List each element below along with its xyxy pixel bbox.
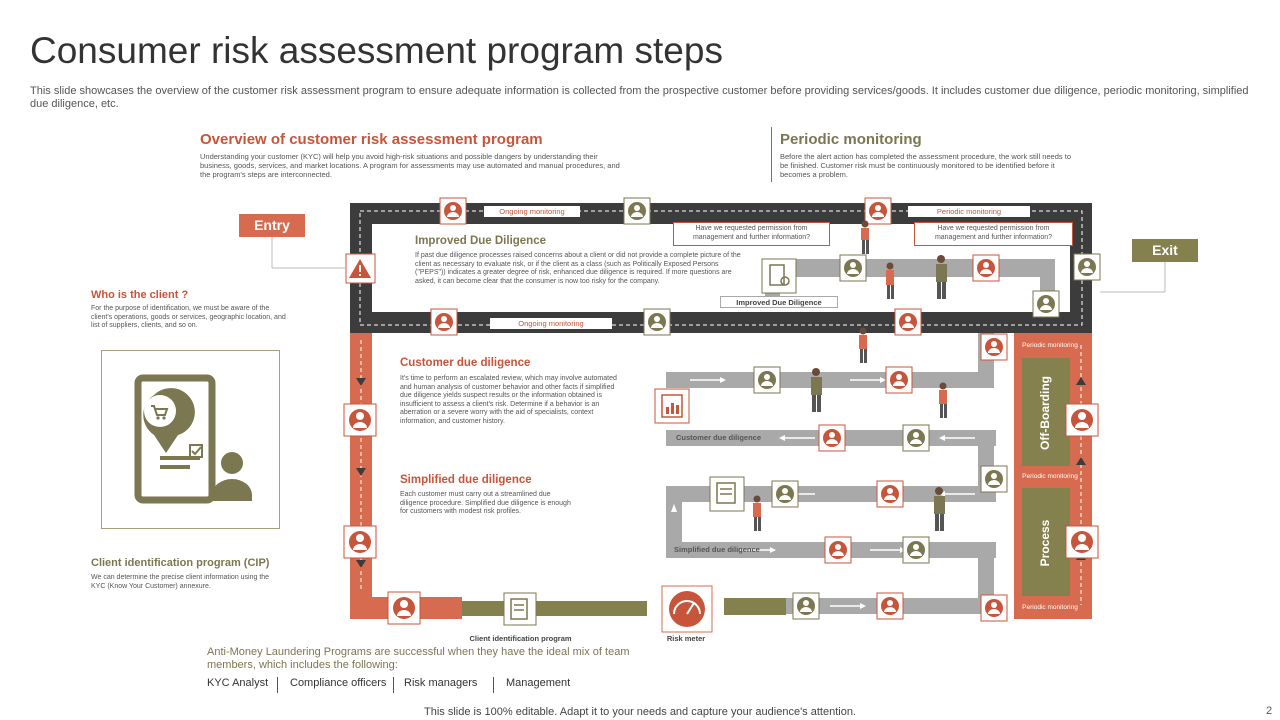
off-boarding-label: Off-Boarding bbox=[1038, 376, 1052, 450]
improved-lane-label: Improved Due Diligence bbox=[720, 296, 838, 308]
bottom-olive-path bbox=[462, 601, 647, 616]
process-label: Process bbox=[1038, 519, 1052, 567]
sdd-heading: Simplified due diligence bbox=[400, 474, 532, 486]
periodic-monitoring-r2: Periodic monitoring bbox=[1022, 473, 1078, 480]
document-search-icon bbox=[762, 259, 796, 293]
bottom-olive-path2 bbox=[724, 598, 786, 615]
sdd-lane-label: Simplified due diligence bbox=[674, 545, 760, 554]
periodic-monitoring-r1: Periodic monitoring bbox=[1022, 342, 1078, 349]
cdd-text: It's time to perform an escalated review, which may involve automated and human analysis of customer behavior and other facts if simplified due diligence yields suspect results or the information obtained is insufficient to assess a client's risk. Determine if a behavior is an aberration or a severe worry with the aid of specialists, context information, and customer history. bbox=[400, 375, 617, 425]
entry-label: Entry bbox=[239, 214, 305, 237]
improved-text: If past due diligence processes raised concerns about a client or did not provide a complete picture of the client as necessary to evaluate risk, or if the client as a class (such as Politically Exposed Persons ("PEPS")) indicates a greater degree of risk, enhanced due diligence is required. If more questions are asked, it can become clear that the consumer is now too risky for the company. bbox=[415, 252, 741, 285]
periodic-heading: Periodic monitoring bbox=[780, 131, 922, 148]
ongoing-monitoring-bottom-label: Ongoing monitoring bbox=[490, 318, 612, 329]
improved-heading: Improved Due Diligence bbox=[415, 235, 547, 247]
overview-text: Understanding your customer (KYC) will help you avoid high-risk situations and possible dangers by understanding their business, goods, services, and market locations. A program for assessments may use automated and manual procedures, and the program's steps are interconnected. bbox=[200, 152, 620, 179]
cdd-heading: Customer due diligence bbox=[400, 357, 531, 369]
sdd-text: Each customer must carry out a streamlined due diligence procedure. Simplified due diligence is enough for customers with modest risk profiles. bbox=[400, 491, 571, 515]
id-document-icon bbox=[504, 593, 536, 625]
client-id-program-label: Client identification program bbox=[469, 634, 572, 643]
overview-heading: Overview of customer risk assessment program bbox=[200, 131, 543, 148]
risk-meter-label: Risk meter bbox=[666, 634, 706, 643]
exit-label: Exit bbox=[1132, 239, 1198, 262]
cip-text: We can determine the precise client information using the KYC (Know Your Customer) annexure. bbox=[91, 574, 270, 590]
team-management: Management bbox=[506, 677, 571, 689]
team-divider bbox=[493, 677, 494, 693]
team-compliance-officers: Compliance officers bbox=[290, 677, 387, 689]
periodic-text: Before the alert action has completed the assessment procedure, the work still needs to be finished. Customer risk must be continuously monitored to be identified before it becomes a problem. bbox=[780, 152, 1071, 179]
periodic-monitoring-top-label: Periodic monitoring bbox=[908, 206, 1030, 217]
aml-text: Anti-Money Laundering Programs are successful when they have the ideal mix of team members, which includes the following: bbox=[207, 646, 630, 671]
improved-lane bbox=[765, 259, 1055, 277]
question-box-2: Have we requested permission from management and further information? bbox=[914, 222, 1073, 246]
intro-text: This slide showcases the overview of the customer risk assessment program to ensure adequate information is collected from the prospective customer before providing services/goods. It includes customer due diligence, periodic monitoring, simplified due diligence, etc. bbox=[30, 85, 1249, 110]
ongoing-monitoring-top-label: Ongoing monitoring bbox=[484, 206, 580, 217]
cdd-lane-label: Customer due diligence bbox=[676, 433, 762, 442]
team-divider bbox=[393, 677, 394, 693]
cip-heading: Client identification program (CIP) bbox=[91, 557, 270, 569]
page-number: 2 bbox=[1266, 705, 1273, 717]
periodic-monitoring-r3: Periodic monitoring bbox=[1022, 604, 1078, 611]
team-divider bbox=[277, 677, 278, 693]
footer-text: This slide is 100% editable. Adapt it to your needs and capture your audience's attention. bbox=[424, 706, 856, 718]
who-text: For the purpose of identification, we must be aware of the client's operations, goods or services, geographic location, and list of suppliers, clients, and so on. bbox=[91, 305, 286, 329]
team-risk-managers: Risk managers bbox=[404, 677, 478, 689]
question-box-1: Have we requested permission from management and further information? bbox=[673, 222, 830, 246]
team-kyc-analyst: KYC Analyst bbox=[207, 677, 269, 689]
who-heading: Who is the client ? bbox=[91, 289, 189, 301]
page-title: Consumer risk assessment program steps bbox=[30, 30, 723, 71]
